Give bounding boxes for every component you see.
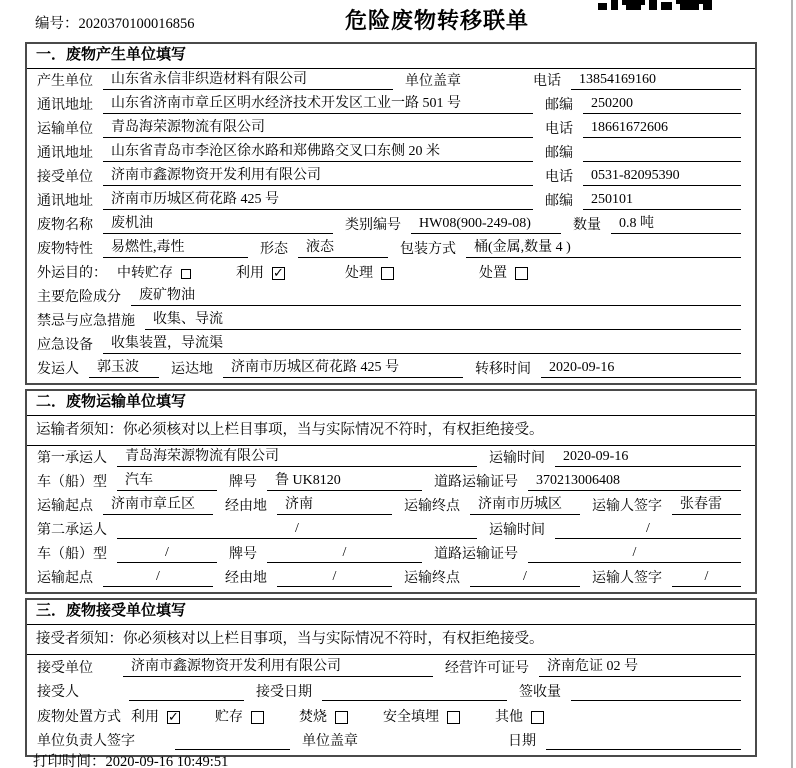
- checkbox-store: [215, 709, 264, 726]
- checkbox-transfer-storage: [117, 265, 191, 282]
- field-label: 通讯地址: [37, 194, 93, 209]
- field-label: 产生单位: [37, 74, 93, 89]
- waste-form-value: 液态: [298, 240, 388, 258]
- section-transporter-header: 二．废物运输单位填写: [27, 391, 755, 416]
- second-carrier-value: /: [117, 521, 477, 539]
- checkbox-incinerate: [299, 709, 348, 726]
- field-label: 通讯地址: [37, 98, 93, 113]
- road-transport-permit-value: 370213006408: [528, 473, 741, 491]
- field-label: 接受日期: [256, 685, 312, 700]
- print-time-line: [33, 750, 228, 768]
- field-label: 单位盖章: [302, 734, 358, 749]
- transporter-address-value: 山东省青岛市李沧区徐水路和郑佛路交叉口东侧 20 米: [103, 144, 533, 162]
- vehicle-type-2-value: /: [117, 545, 217, 563]
- form-row: [37, 704, 743, 729]
- checkbox-treat: [345, 265, 394, 282]
- road-transport-permit-2-value: /: [528, 545, 741, 563]
- field-label: 经营许可证号: [445, 660, 529, 676]
- received-quantity-value: [571, 684, 741, 701]
- checkbox-label: 安全填埋: [383, 709, 439, 725]
- field-label: 电话: [545, 170, 573, 185]
- field-label: 电话: [533, 74, 561, 89]
- checkbox-label: 利用: [131, 709, 159, 725]
- spacer: [394, 281, 479, 282]
- spacer: [460, 725, 495, 726]
- spacer: [368, 749, 508, 750]
- scrollbar[interactable]: [791, 0, 793, 768]
- page-title: 危险废物转移联单: [344, 8, 530, 33]
- form-row: [37, 542, 743, 566]
- checkbox-label: 处理: [345, 266, 373, 281]
- checkbox-label: 其他: [495, 709, 523, 725]
- field-label: 外运目的：: [37, 266, 107, 281]
- producer-postcode-value: 250200: [583, 96, 741, 114]
- receiver-notice: 接受者须知：你必须核对以上栏目事项，当与实际情况不符时，有权拒绝接受。: [27, 625, 755, 655]
- section-producer: [25, 42, 757, 385]
- form-row: [37, 261, 743, 285]
- field-label: 第一承运人: [37, 451, 107, 466]
- field-label: 发运人: [37, 362, 79, 377]
- checkbox-treat-box: [381, 267, 394, 280]
- field-label: 经由地: [225, 499, 267, 514]
- form-row: [37, 213, 743, 237]
- checkbox-label: 贮存: [215, 709, 243, 725]
- field-label: 数量: [573, 218, 601, 233]
- spacer: [348, 725, 383, 726]
- receiver-phone-value: 0531-82095390: [583, 168, 741, 186]
- print-time-label: 打印时间：: [33, 754, 106, 768]
- form-row: [37, 655, 743, 680]
- waste-quantity-value: 0.8 吨: [611, 216, 741, 234]
- checkbox-landfill: [383, 709, 460, 726]
- field-label: 接受单位: [37, 660, 93, 676]
- field-label: 牌号: [229, 475, 257, 490]
- serial-number: 2020370100016856: [78, 16, 195, 32]
- field-label: 运输起点: [37, 571, 93, 586]
- field-label: 日期: [508, 734, 536, 749]
- form-row: [37, 518, 743, 542]
- field-label: 运输人签字: [592, 571, 662, 586]
- producer-unit-value: 山东省永信非织造材料有限公司: [103, 72, 393, 90]
- receiver-address-value: 济南市历城区荷花路 425 号: [103, 192, 533, 210]
- print-time-value: 2020-09-16 10:49:51: [105, 754, 229, 768]
- field-label: 牌号: [229, 547, 257, 562]
- spacer: [180, 725, 215, 726]
- via-2-value: /: [277, 569, 392, 587]
- field-label: 邮编: [545, 146, 573, 161]
- checkbox-other-box: [531, 711, 544, 724]
- emergency-equipment-value: 收集装置，导流渠: [103, 336, 741, 354]
- serial-number-line: [35, 12, 195, 33]
- business-license-value: 济南危证 02 号: [539, 659, 741, 677]
- producer-address-value: 山东省济南市章丘区明水经济技术开发区工业一路 501 号: [103, 96, 533, 114]
- checkbox-dispose: [479, 265, 528, 282]
- transporter-signature-2-value: /: [672, 569, 741, 587]
- date-value: [546, 733, 741, 750]
- checkbox-recycle-box: ✓: [273, 266, 284, 281]
- receive-date-value: [322, 684, 507, 701]
- checkbox-label: 处置: [479, 266, 507, 281]
- checkbox-store-box: [251, 711, 264, 724]
- form-row: [37, 69, 743, 93]
- qr-code-fragment: [598, 0, 712, 11]
- section-receiver-header: 三．废物接受单位填写: [27, 600, 755, 625]
- form-row: [37, 446, 743, 470]
- spacer: [471, 89, 533, 90]
- field-label: 接受人: [37, 685, 79, 700]
- transporter-postcode-value: [583, 145, 741, 162]
- form-row: [37, 680, 743, 705]
- field-label: 包装方式: [400, 242, 456, 257]
- form-row: [37, 141, 743, 165]
- spacer: [103, 676, 123, 677]
- field-label: 运输终点: [404, 571, 460, 586]
- section-producer-header: 一．废物产生单位填写: [27, 44, 755, 69]
- transporter-unit-value: 青岛海荣源物流有限公司: [103, 120, 533, 138]
- form-row: [37, 309, 743, 333]
- field-label: 形态: [260, 242, 288, 257]
- form-row: [37, 357, 743, 381]
- field-label: 接受单位: [37, 170, 93, 185]
- hazardous-components-value: 废矿物油: [131, 288, 741, 306]
- checkbox-incinerate-box: [335, 711, 348, 724]
- section-producer-rows: [27, 69, 755, 383]
- receiver-unit-value: 济南市鑫源物资开发利用有限公司: [103, 168, 533, 186]
- emergency-measures-value: 收集、导流: [145, 312, 741, 330]
- checkbox-label: 中转贮存: [117, 266, 173, 281]
- waste-name-value: 废机油: [103, 216, 333, 234]
- producer-phone-value: 13854169160: [571, 72, 741, 90]
- spacer: [89, 700, 129, 701]
- transporter-signature-value: 张春雷: [672, 497, 741, 515]
- transport-date-value: 2020-09-16: [555, 449, 741, 467]
- form-row: [37, 117, 743, 141]
- form-row: [37, 566, 743, 590]
- form-row: [37, 333, 743, 357]
- spacer: [285, 281, 345, 282]
- field-label: 运输人签字: [592, 499, 662, 514]
- receiver-postcode-value: 250101: [583, 192, 741, 210]
- field-label: 经由地: [225, 571, 267, 586]
- form-row: [37, 470, 743, 494]
- plate-number-value: 鲁 UK8120: [267, 473, 422, 491]
- via-value: 济南: [277, 497, 392, 515]
- consignor-value: 郭玉波: [89, 360, 159, 378]
- field-label: 禁忌与应急措施: [37, 314, 135, 329]
- field-label: 道路运输证号: [434, 475, 518, 490]
- form-row: [37, 237, 743, 261]
- field-label: 电话: [545, 122, 573, 137]
- responsible-signature-value: [175, 733, 290, 750]
- field-label: 单位盖章: [405, 74, 461, 89]
- field-label: 第二承运人: [37, 523, 107, 538]
- checkbox-transfer-storage-box: [181, 269, 191, 279]
- field-label: 邮编: [545, 194, 573, 209]
- waste-category-code-value: HW08(900-249-08): [411, 216, 561, 234]
- first-carrier-value: 青岛海荣源物流有限公司: [117, 449, 477, 467]
- field-label: 单位负责人签字: [37, 734, 135, 749]
- section-receiver: [25, 598, 757, 757]
- checkbox-other: [495, 709, 544, 726]
- plate-number-2-value: /: [267, 545, 422, 563]
- section-transporter-rows: [27, 446, 755, 592]
- transport-origin-2-value: /: [103, 569, 213, 587]
- receiving-unit-value: 济南市鑫源物资开发利用有限公司: [123, 659, 433, 677]
- field-label: 运输时间: [489, 451, 545, 466]
- transfer-form: [25, 42, 757, 761]
- spacer: [264, 725, 299, 726]
- transport-terminus-value: 济南市历城区: [470, 497, 580, 515]
- packaging-value: 桶(金属,数量 4 ): [466, 240, 741, 258]
- transporter-phone-value: 18661672606: [583, 120, 741, 138]
- field-label: 签收量: [519, 685, 561, 700]
- serial-label: 编号：: [35, 16, 79, 32]
- field-label: 运输起点: [37, 499, 93, 514]
- spacer: [191, 281, 236, 282]
- field-label: 类别编号: [345, 218, 401, 233]
- transport-date-2-value: /: [555, 521, 741, 539]
- form-row: [37, 285, 743, 309]
- checkbox-utilize-box: ✓: [168, 709, 179, 725]
- checkbox-label: 利用: [236, 266, 264, 281]
- field-label: 车（船）型: [37, 547, 107, 562]
- form-row: [37, 93, 743, 117]
- field-label: 应急设备: [37, 338, 93, 353]
- field-label: 废物特性: [37, 242, 93, 257]
- section-receiver-rows: [27, 655, 755, 755]
- checkbox-utilize: [131, 709, 180, 726]
- field-label: 道路运输证号: [434, 547, 518, 562]
- waste-characteristics-value: 易燃性,毒性: [103, 240, 248, 258]
- field-label: 邮编: [545, 98, 573, 113]
- transport-terminus-2-value: /: [470, 569, 580, 587]
- checkbox-recycle: [236, 265, 285, 282]
- checkbox-dispose-box: [515, 267, 528, 280]
- form-row: [37, 189, 743, 213]
- destination-value: 济南市历城区荷花路 425 号: [223, 360, 463, 378]
- transfer-date-value: 2020-09-16: [541, 360, 741, 378]
- field-label: 转移时间: [475, 362, 531, 377]
- transport-origin-value: 济南市章丘区: [103, 497, 213, 515]
- field-label: 通讯地址: [37, 146, 93, 161]
- form-row: [37, 494, 743, 518]
- section-transporter: [25, 389, 757, 594]
- recipient-value: [129, 684, 244, 701]
- form-row: [37, 165, 743, 189]
- checkbox-label: 焚烧: [299, 709, 327, 725]
- field-label: 废物名称: [37, 218, 93, 233]
- field-label: 车（船）型: [37, 475, 107, 490]
- field-label: 运输单位: [37, 122, 93, 137]
- checkbox-landfill-box: [447, 711, 460, 724]
- field-label: 运输时间: [489, 523, 545, 538]
- field-label: 主要危险成分: [37, 290, 121, 305]
- transporter-notice: 运输者须知：你必须核对以上栏目事项，当与实际情况不符时，有权拒绝接受。: [27, 416, 755, 446]
- vehicle-type-value: 汽车: [117, 473, 217, 491]
- field-label: 运达地: [171, 362, 213, 377]
- field-label: 运输终点: [404, 499, 460, 514]
- field-label: 废物处置方式: [37, 709, 121, 725]
